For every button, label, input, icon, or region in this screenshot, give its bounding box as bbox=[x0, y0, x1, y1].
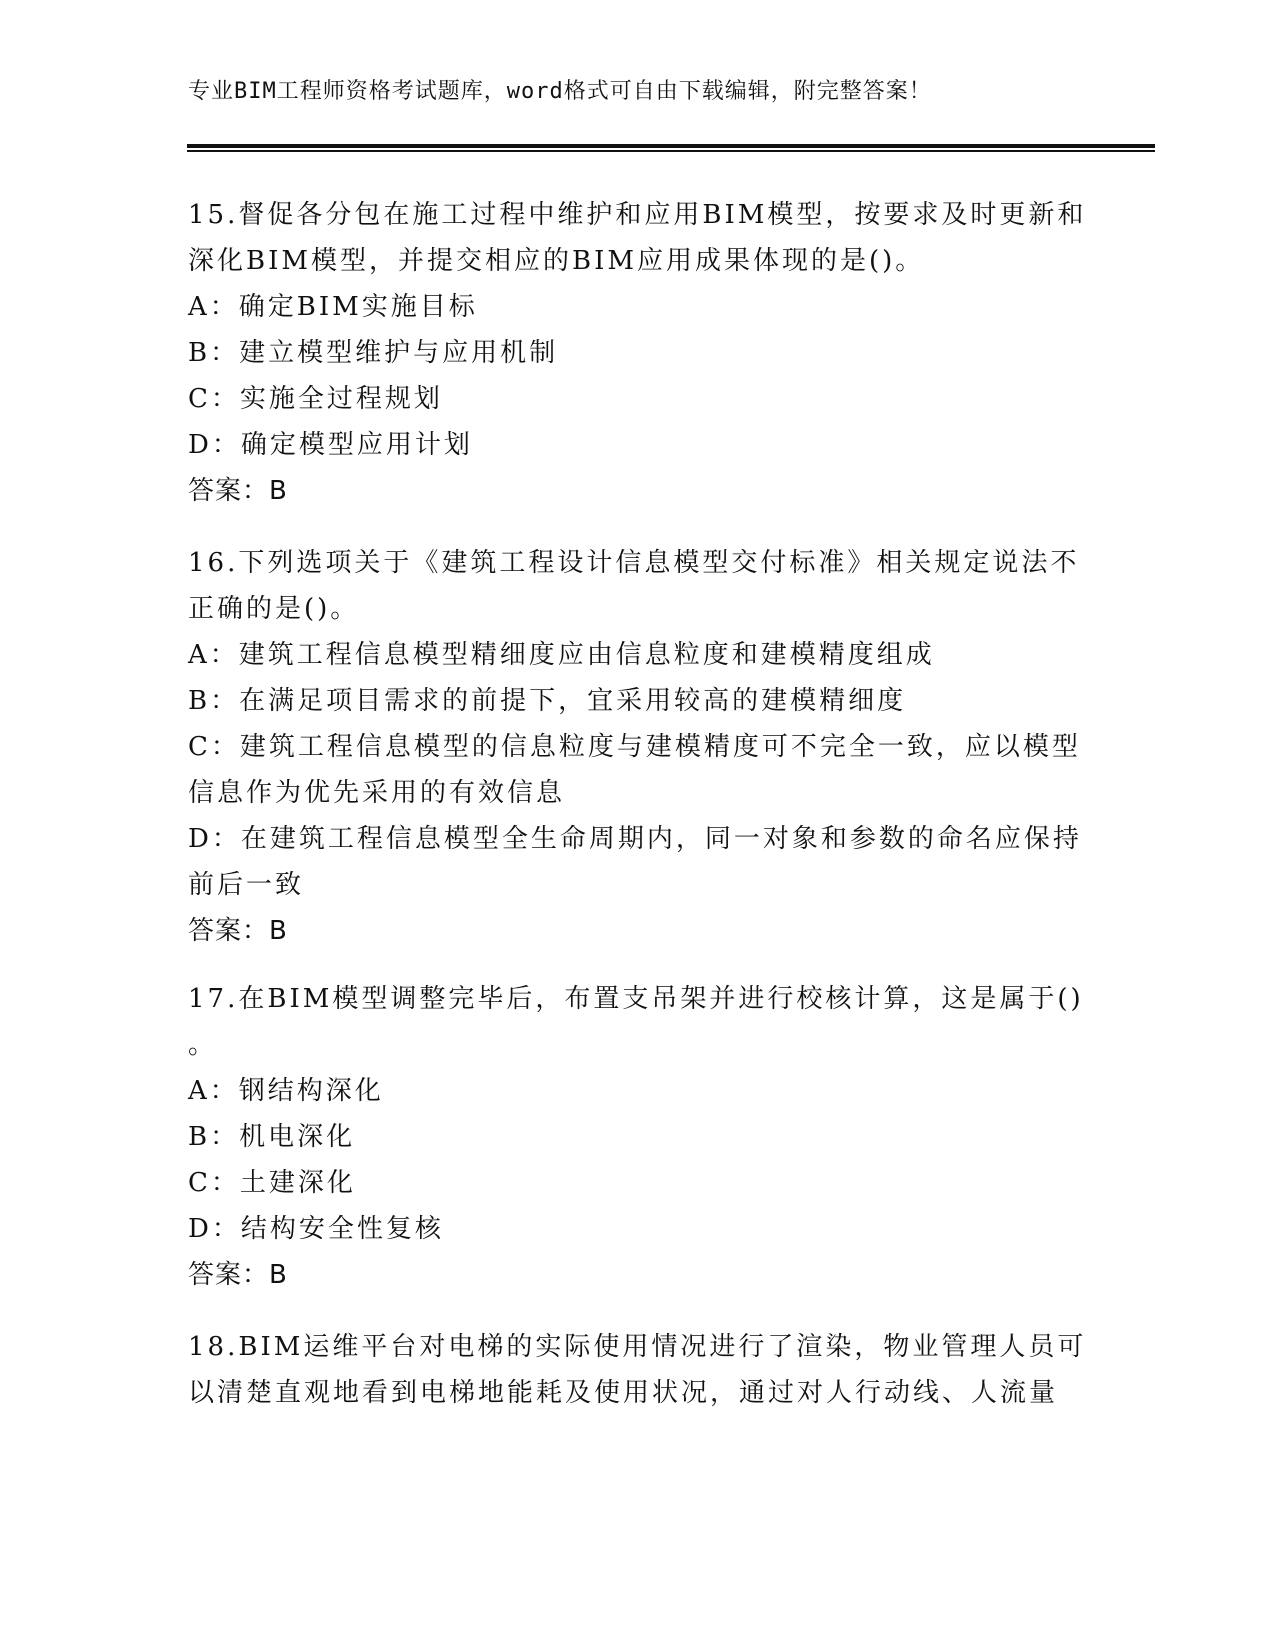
question-15 bbox=[188, 192, 1087, 514]
option-c-line: C：建筑工程信息模型的信息粒度与建模精度可不完全一致，应以模型 bbox=[188, 732, 1081, 762]
answer-line: 答案：B bbox=[188, 476, 288, 506]
page-header-text: 专业BIM工程师资格考试题库，word格式可自由下载编辑，附完整答案！ bbox=[188, 79, 932, 104]
header-rule-thin bbox=[187, 150, 1155, 152]
option-d-line: D：在建筑工程信息模型全生命周期内，同一对象和参数的命名应保持 bbox=[188, 824, 1082, 854]
option-b-line: B：机电深化 bbox=[188, 1122, 356, 1152]
option-d-line: D：结构安全性复核 bbox=[188, 1214, 444, 1244]
question-stem-line: 18.BIM运维平台对电梯的实际使用情况进行了渲染，物业管理人员可 bbox=[188, 1332, 1087, 1362]
option-d-line: 前后一致 bbox=[188, 870, 305, 900]
question-stem-line: 。 bbox=[188, 1030, 218, 1060]
option-a-line: A：建筑工程信息模型精细度应由信息粒度和建模精度组成 bbox=[188, 640, 935, 670]
option-c-line: 信息作为优先采用的有效信息 bbox=[188, 778, 566, 808]
option-c-line: C：土建深化 bbox=[188, 1168, 356, 1198]
question-stem-line: 17.在BIM模型调整完毕后，布置支吊架并进行校核计算，这是属于() bbox=[188, 984, 1084, 1014]
answer-line: 答案：B bbox=[188, 1260, 288, 1290]
option-a-line: A：确定BIM实施目标 bbox=[188, 292, 478, 322]
option-c-line: C：实施全过程规划 bbox=[188, 384, 443, 414]
question-18 bbox=[188, 1324, 1087, 1416]
question-stem-line: 16.下列选项关于《建筑工程设计信息模型交付标准》相关规定说法不 bbox=[188, 548, 1080, 578]
question-stem-line: 15.督促各分包在施工过程中维护和应用BIM模型，按要求及时更新和 bbox=[188, 200, 1087, 230]
option-d-line: D：确定模型应用计划 bbox=[188, 430, 473, 460]
option-b-line: B：在满足项目需求的前提下，宜采用较高的建模精细度 bbox=[188, 686, 907, 716]
header-rule-thick bbox=[187, 144, 1155, 148]
question-stem-line: 正确的是()。 bbox=[188, 594, 360, 624]
question-16 bbox=[188, 540, 1082, 954]
answer-line: 答案：B bbox=[188, 916, 288, 946]
question-stem-line: 深化BIM模型，并提交相应的BIM应用成果体现的是()。 bbox=[188, 246, 925, 276]
option-b-line: B：建立模型维护与应用机制 bbox=[188, 338, 559, 368]
question-17 bbox=[188, 976, 1084, 1298]
option-a-line: A：钢结构深化 bbox=[188, 1076, 384, 1106]
question-stem-line: 以清楚直观地看到电梯地能耗及使用状况，通过对人行动线、人流量 bbox=[188, 1378, 1059, 1408]
